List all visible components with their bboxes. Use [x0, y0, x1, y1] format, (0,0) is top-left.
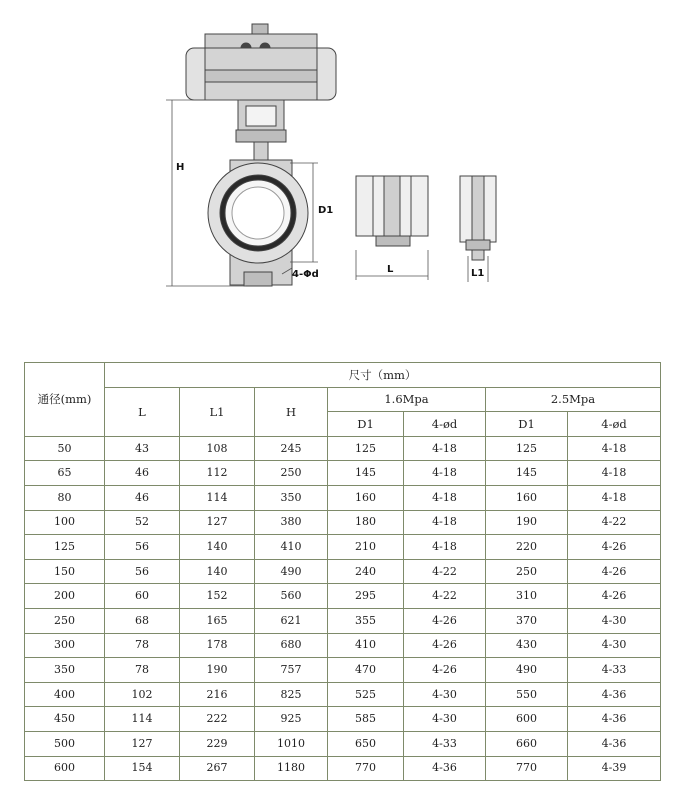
header-h: H	[255, 387, 328, 436]
table-cell: 229	[180, 731, 255, 756]
table-cell: 4-26	[404, 633, 486, 658]
header-l1: L1	[180, 387, 255, 436]
table-cell: 4-22	[404, 584, 486, 609]
table-cell: 80	[25, 485, 105, 510]
table-cell: 925	[255, 707, 328, 732]
table-cell: 380	[255, 510, 328, 535]
l1-dimension-label: L1	[471, 268, 485, 279]
table-cell: 350	[255, 485, 328, 510]
header-dimensions: 尺寸（mm）	[105, 363, 661, 388]
table-cell: 621	[255, 608, 328, 633]
table-cell: 250	[25, 608, 105, 633]
table-cell: 267	[180, 756, 255, 781]
table-cell: 165	[180, 608, 255, 633]
table-cell: 4-18	[568, 461, 661, 486]
table-cell: 140	[180, 559, 255, 584]
table-cell: 400	[25, 682, 105, 707]
table-cell: 150	[25, 559, 105, 584]
table-cell: 410	[328, 633, 404, 658]
d1-dimension-label: D1	[318, 205, 334, 216]
table-cell: 1180	[255, 756, 328, 781]
table-cell: 56	[105, 559, 180, 584]
table-cell: 4-30	[404, 682, 486, 707]
table-cell: 680	[255, 633, 328, 658]
table-row	[25, 633, 661, 658]
table-cell: 180	[328, 510, 404, 535]
header-pn25: 2.5Mpa	[486, 387, 661, 412]
table-cell: 4-22	[568, 510, 661, 535]
table-row	[25, 584, 661, 609]
table-cell: 46	[105, 461, 180, 486]
table-cell: 145	[486, 461, 568, 486]
table-cell: 295	[328, 584, 404, 609]
table-cell: 114	[105, 707, 180, 732]
table-cell: 127	[105, 731, 180, 756]
table-cell: 43	[105, 436, 180, 461]
table-cell: 4-18	[568, 436, 661, 461]
table-cell: 114	[180, 485, 255, 510]
dimension-table	[24, 362, 661, 781]
valve-body	[208, 160, 308, 286]
table-cell: 178	[180, 633, 255, 658]
table-cell: 4-30	[404, 707, 486, 732]
table-cell: 4-36	[568, 682, 661, 707]
table-cell: 4-36	[404, 756, 486, 781]
table-cell: 490	[255, 559, 328, 584]
table-cell: 125	[328, 436, 404, 461]
table-cell: 68	[105, 608, 180, 633]
table-cell: 355	[328, 608, 404, 633]
table-cell: 770	[486, 756, 568, 781]
end-view	[460, 176, 496, 282]
table-cell: 300	[25, 633, 105, 658]
header-d1-pn25: D1	[486, 412, 568, 437]
valve-drawing	[0, 0, 674, 340]
table-cell: 250	[255, 461, 328, 486]
table-cell: 250	[486, 559, 568, 584]
table-cell: 78	[105, 658, 180, 683]
table-cell: 245	[255, 436, 328, 461]
table-cell: 4-26	[568, 584, 661, 609]
table-cell: 4-18	[404, 485, 486, 510]
table-cell: 4-26	[404, 608, 486, 633]
table-cell: 4-22	[404, 559, 486, 584]
table-cell: 4-30	[568, 608, 661, 633]
header-holes-pn16: 4-ød	[404, 412, 486, 437]
h-dimension-label: H	[176, 162, 185, 173]
table-row	[25, 535, 661, 560]
table-cell: 310	[486, 584, 568, 609]
table-cell: 222	[180, 707, 255, 732]
table-row	[25, 559, 661, 584]
table-cell: 500	[25, 731, 105, 756]
table-cell: 4-26	[404, 658, 486, 683]
table-cell: 525	[328, 682, 404, 707]
table-cell: 78	[105, 633, 180, 658]
table-cell: 757	[255, 658, 328, 683]
table-row	[25, 731, 661, 756]
table-row	[25, 682, 661, 707]
table-cell: 56	[105, 535, 180, 560]
table-row	[25, 658, 661, 683]
table-cell: 430	[486, 633, 568, 658]
table-cell: 490	[486, 658, 568, 683]
table-cell: 190	[486, 510, 568, 535]
table-cell: 4-26	[568, 535, 661, 560]
table-cell: 4-18	[404, 510, 486, 535]
table-cell: 4-33	[404, 731, 486, 756]
table-cell: 4-36	[568, 731, 661, 756]
table-cell: 550	[486, 682, 568, 707]
holes-dimension-label: 4-Φd	[292, 269, 319, 280]
table-row	[25, 436, 661, 461]
table-cell: 160	[328, 485, 404, 510]
table-cell: 127	[180, 510, 255, 535]
table-cell: 46	[105, 485, 180, 510]
table-cell: 52	[105, 510, 180, 535]
table-cell: 4-39	[568, 756, 661, 781]
table-cell: 108	[180, 436, 255, 461]
table-cell: 585	[328, 707, 404, 732]
header-pn16: 1.6Mpa	[328, 387, 486, 412]
table-row	[25, 756, 661, 781]
table-cell: 210	[328, 535, 404, 560]
table-cell: 4-30	[568, 633, 661, 658]
table-body	[25, 436, 661, 780]
table-cell: 4-33	[568, 658, 661, 683]
table-cell: 125	[486, 436, 568, 461]
table-cell: 100	[25, 510, 105, 535]
table-cell: 50	[25, 436, 105, 461]
table-cell: 102	[105, 682, 180, 707]
table-cell: 140	[180, 535, 255, 560]
table-cell: 190	[180, 658, 255, 683]
table-cell: 145	[328, 461, 404, 486]
table-cell: 470	[328, 658, 404, 683]
table-cell: 770	[328, 756, 404, 781]
table-cell: 154	[105, 756, 180, 781]
table-cell: 220	[486, 535, 568, 560]
table-cell: 825	[255, 682, 328, 707]
table-row	[25, 461, 661, 486]
table-row	[25, 510, 661, 535]
table-cell: 200	[25, 584, 105, 609]
table-cell: 60	[105, 584, 180, 609]
table-cell: 600	[25, 756, 105, 781]
table-cell: 4-18	[568, 485, 661, 510]
table-cell: 4-18	[404, 535, 486, 560]
table-cell: 216	[180, 682, 255, 707]
table-cell: 4-18	[404, 461, 486, 486]
table-cell: 660	[486, 731, 568, 756]
l-dimension-label: L	[387, 264, 394, 275]
table-row	[25, 707, 661, 732]
table-cell: 350	[25, 658, 105, 683]
table-cell: 650	[328, 731, 404, 756]
table-row	[25, 608, 661, 633]
table-cell: 560	[255, 584, 328, 609]
header-d1-pn16: D1	[328, 412, 404, 437]
table-cell: 1010	[255, 731, 328, 756]
table-cell: 410	[255, 535, 328, 560]
table-cell: 370	[486, 608, 568, 633]
header-dn: 通径(mm)	[25, 363, 105, 437]
pneumatic-actuator	[186, 24, 336, 162]
header-holes-pn25: 4-ød	[568, 412, 661, 437]
table-cell: 450	[25, 707, 105, 732]
table-cell: 240	[328, 559, 404, 584]
table-row	[25, 485, 661, 510]
table-cell: 112	[180, 461, 255, 486]
table-cell: 152	[180, 584, 255, 609]
table-cell: 160	[486, 485, 568, 510]
table-cell: 4-18	[404, 436, 486, 461]
table-cell: 600	[486, 707, 568, 732]
table-cell: 4-26	[568, 559, 661, 584]
table-cell: 4-36	[568, 707, 661, 732]
table-cell: 65	[25, 461, 105, 486]
header-l: L	[105, 387, 180, 436]
table-cell: 125	[25, 535, 105, 560]
